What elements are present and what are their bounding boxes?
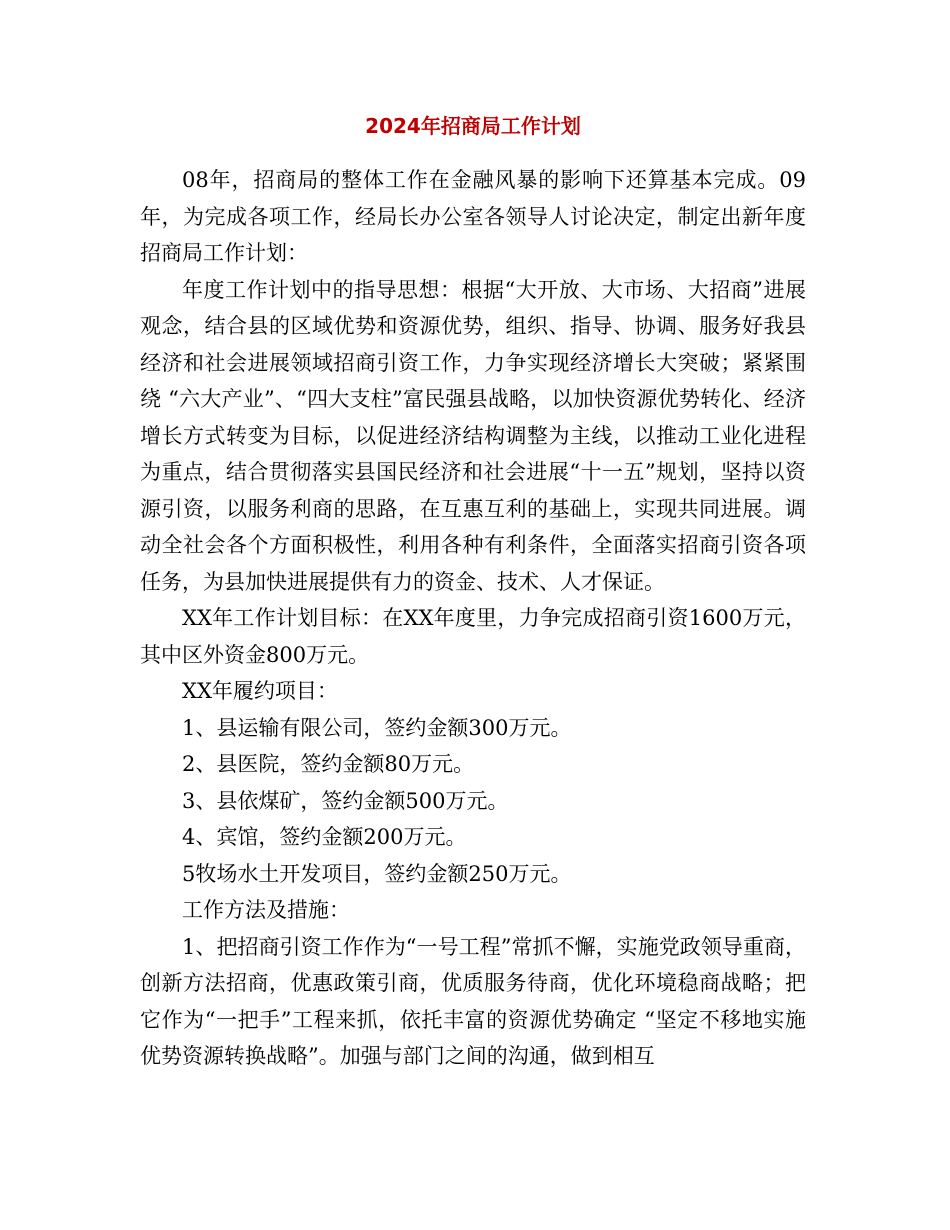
paragraph-project-2: 2、县医院，签约金额80万元。 <box>182 752 475 776</box>
document-title: 2024年招商局工作计划 <box>365 114 581 138</box>
paragraph-plan-target: XX年工作计划目标：在XX年度里，力争完成招商引资1600万元，其中区外资金800万元。 <box>140 606 806 667</box>
paragraph-method-1: 1、把招商引资工作作为“一号工程”常抓不懈，实施党政领导重商，创新方法招商，优惠政策引商，优质服务待商，优化环境稳商战略；把它作为“一把手”工程来抓，依托丰富的资源优势确定 “坚定不移地实施优势资源转换战略”。加强与部门之间的沟通，做到相互 <box>140 934 806 1068</box>
paragraph-projects-heading: XX年履约项目： <box>182 679 338 703</box>
paragraph-project-3: 3、县依煤矿，签约金额500万元。 <box>182 788 509 813</box>
paragraph-project-5: 5牧场水土开发项目，签约金额250万元。 <box>182 861 572 886</box>
document-page <box>140 112 806 1075</box>
paragraph-guiding-ideology: 年度工作计划中的指导思想：根据“大开放、大市场、大招商”进展观念，结合县的区域优势和资源优势，组织、指导、协调、服务好我县经济和社会进展领域招商引资工作，力争实现经济增长大突破；紧紧围绕 “六大产业”、“四大支柱”富民强县战略，以加快资源优势转化、经济增长方式转变为目标，以促进经济结构调整为主线，以推动工业化进程为重点，结合贯彻落实县国民经济和社会进展“十一五”规划，坚持以资源引资，以服务利商的思路，在互惠互利的基础上，实现共同进展。调动全社会各个方面积极性，利用各种有利条件，全面落实招商引资各项任务，为县加快进展提供有力的资金、技术、人才保证。 <box>140 277 806 594</box>
paragraph-project-4: 4、宾馆，签约金额200万元。 <box>182 825 467 849</box>
paragraph-intro: 08年，招商局的整体工作在金融风暴的影响下还算基本完成。09年，为完成各项工作，经局长办公室各领导人讨论决定，制定出新年度招商局工作计划： <box>140 168 806 265</box>
paragraph-methods-heading: 工作方法及措施： <box>182 898 350 922</box>
paragraph-project-1: 1、县运输有限公司，签约金额300万元。 <box>182 715 572 740</box>
